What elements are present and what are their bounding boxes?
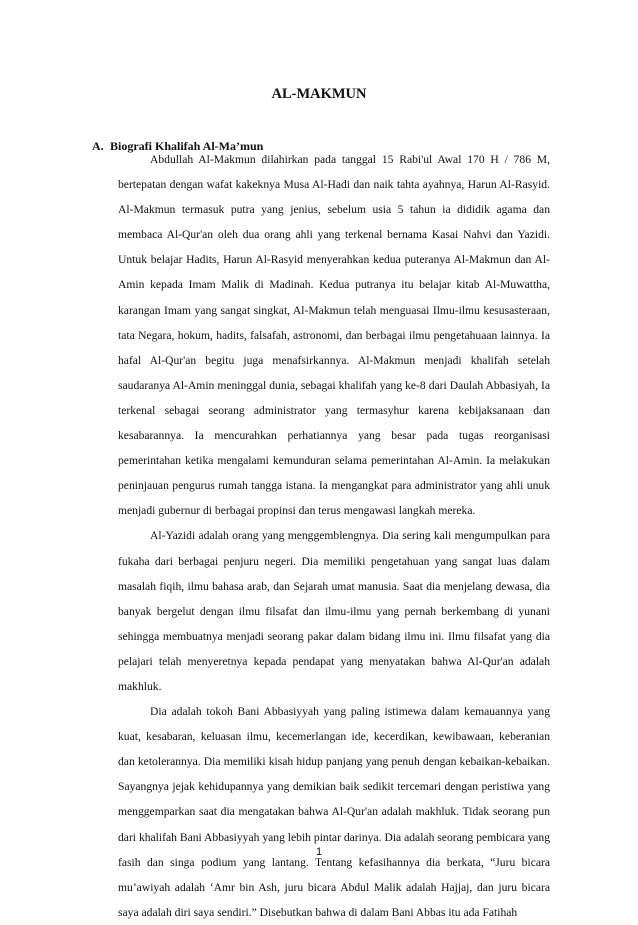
body-text	[118, 147, 550, 925]
section-marker: A.	[92, 139, 104, 153]
paragraph-3: Dia adalah tokoh Bani Abbasiyyah yang paling istimewa dalam kemauannya yang kuat, kesabaran, keluasan ilmu, kecemerlangan ide, kecerdikan, kewibawaan, keberanian dan ketolerannya. Dia memiliki kisah hidup panjang yang penuh dengan kebaikan-kebaikan. Sayangnya jejak kehidupannya yang demikian baik sedikit tercemari dengan peristiwa yang menggemparkan saat dia mengatakan bahwa Al-Qur'an adalah makhluk. Tidak seorang pun dari khalifah Bani Abbasiyyah yang lebih pintar darinya. Dia adalah seorang pembicara yang fasih dan singa podium yang lantang. Tentang kefasihannya dia berkata, “Juru bicara mu’awiyah adalah ‘Amr bin Ash, juru bicara Abdul Malik adalah Hajjaj, dan juru bicara saya adalah diri saya sendiri.” Disebutkan bahwa di dalam Bani Abbas itu ada Fatihah	[118, 705, 550, 919]
paragraph-1: Abdullah Al-Makmun dilahirkan pada tanggal 15 Rabi'ul Awal 170 H / 786 M, bertepatan dengan wafat kakeknya Musa Al-Hadi dan naik tahta ayahnya, Harun Al-Rasyid. Al-Makmun termasuk putra yang jenius, sebelum usia 5 tahun ia dididik agama dan membaca Al-Qur'an oleh dua orang ahli yang terkenal bernama Kasai Nahvi dan Yazidi. Untuk belajar Hadits, Harun Al-Rasyid menyerahkan kedua puteranya Al-Makmun dan Al-Amin kepada Imam Malik di Madinah. Kedua putranya itu belajar kitab Al-Muwattha, karangan Imam yang sangat singkat, Al-Makmun telah menguasai Ilmu-ilmu kesusasteraan, tata Negara, hokum, hadits, falsafah, astronomi, dan berbagai ilmu pengetahuaan lainnya. Ia hafal Al-Qur'an begitu juga menafsirkannya. Al-Makmun menjadi khalifah setelah saudaranya Al-Amin meninggal dunia, sebagai khalifah yang ke-8 dari Daulah Abbasiyah, Ia terkenal sebagai seorang administrator yang termasyhur karena kebijaksanaan dan kesabarannya. Ia mencurahkan perhatiannya yang besar pada tugas reorganisasi pemerintahan ketika mengalami kemunduran selama pemerintahan Al-Amin. Ia melakukan peninjauan pengurus rumah tangga istana. Ia mengangkat para administrator yang ahli unuk menjadi gubernur di berbagai propinsi dan terus mengawasi langkah mereka.	[118, 153, 550, 518]
page-number: 1	[315, 846, 323, 858]
document-title: AL-MAKMUN	[271, 86, 367, 102]
section-heading-text: Biografi Khalifah Al-Ma’mun	[110, 139, 264, 153]
paragraph-2: Al-Yazidi adalah orang yang menggemblengnya. Dia sering kali mengumpulkan para fukaha dari berbagai penjuru negeri. Dia memiliki pengetahuan yang sangat luas dalam masalah fiqih, ilmu bahasa arab, dan Sejarah umat manusia. Saat dia menjelang dewasa, dia banyak bergelut dengan ilmu filsafat dan ilmu-ilmu yang pernah berkembang di yunani sehingga membuatnya menjadi seorang pakar dalam bidang ilmu ini. Ilmu filsafat yang dia pelajari telah menyeretnya kepada pendapat yang menyatakan bahwa Al-Qur'an adalah makhluk.	[118, 529, 550, 693]
